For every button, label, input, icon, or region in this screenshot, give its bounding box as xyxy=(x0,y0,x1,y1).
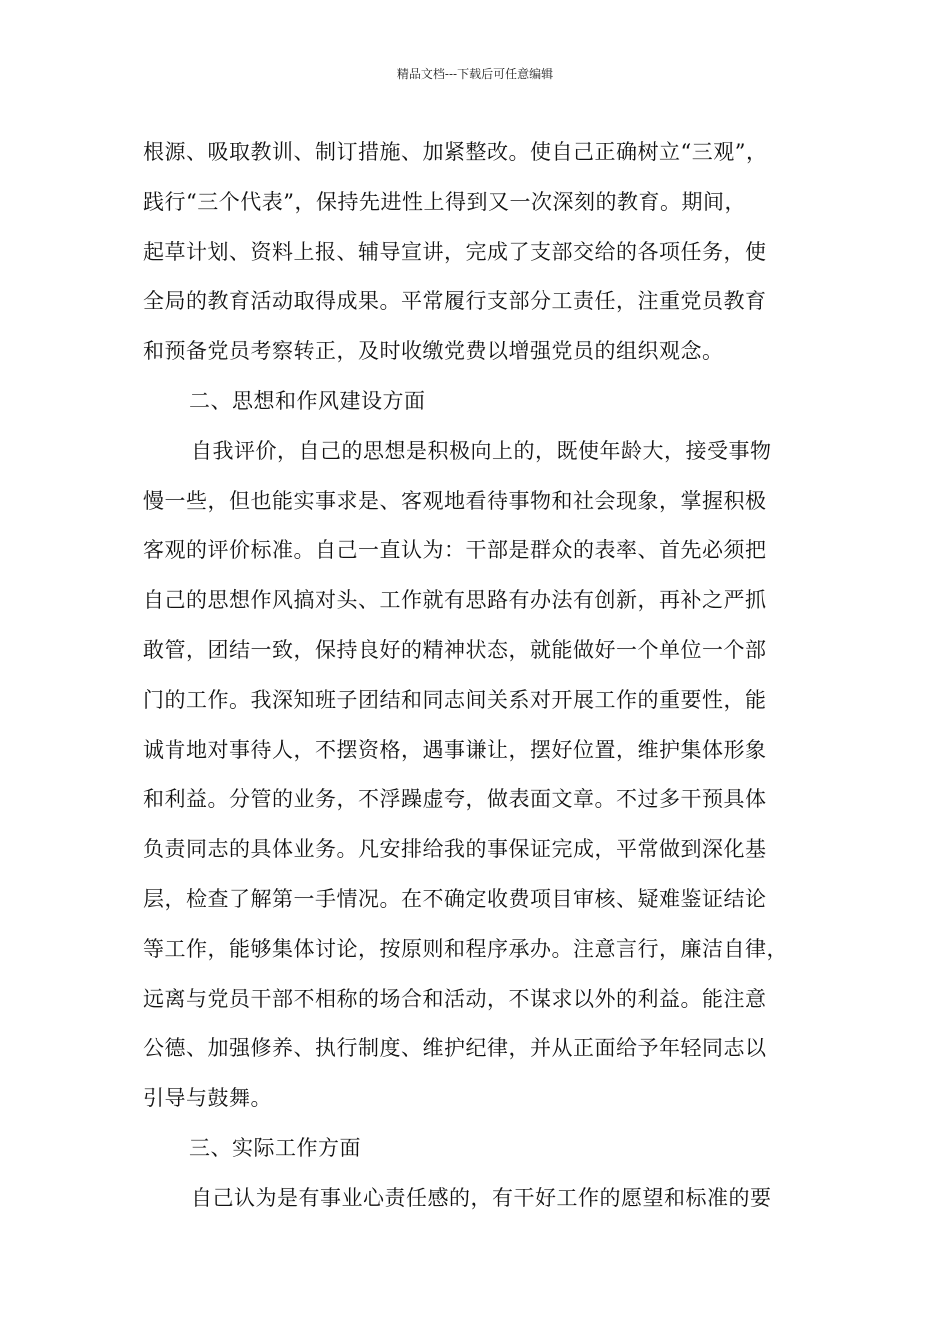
body-line: 等工作，能够集体讨论，按原则和程序承办。注意言行，廉洁自律， xyxy=(143,936,788,961)
body-line: 和预备党员考察转正，及时收缴党费以增强党员的组织观念。 xyxy=(143,339,724,364)
body-line: 层，检查了解第一手情况。在不确定收费项目审核、疑难鉴证结论 xyxy=(143,886,767,911)
body-line: 自己的思想作风搞对头、工作就有思路有办法有创新，再补之严抓 xyxy=(143,588,767,613)
body-line: 门的工作。我深知班子团结和同志间关系对开展工作的重要性，能 xyxy=(143,687,767,712)
body-line: 慢一些，但也能实事求是、客观地看待事物和社会现象，掌握积极 xyxy=(143,488,767,513)
document-body xyxy=(143,128,819,1224)
paragraph-first-line: 自我评价，自己的思想是积极向上的，既使年龄大，接受事物 xyxy=(191,438,772,463)
body-line: 客观的评价标准。自己一直认为：干部是群众的表率、首先必须把 xyxy=(143,538,767,563)
body-line: 负责同志的具体业务。凡安排给我的事保证完成，平常做到深化基 xyxy=(143,837,767,862)
body-line: 远离与党员干部不相称的场合和活动，不谋求以外的利益。能注意 xyxy=(143,986,767,1011)
body-line: 全局的教育活动取得成果。平常履行支部分工责任，注重党员教育 xyxy=(143,289,767,314)
page-header: 精品文档---下载后可任意编辑 xyxy=(396,67,554,81)
section-heading: 三、实际工作方面 xyxy=(189,1135,361,1160)
body-line: 诚肯地对事待人，不摆资格，遇事谦让，摆好位置，维护集体形象 xyxy=(143,737,767,762)
body-line: 践行“三个代表”，保持先进性上得到又一次深刻的教育。期间， xyxy=(143,189,746,214)
body-line: 引导与鼓舞。 xyxy=(143,1086,272,1111)
body-line: 根源、吸取教训、制订措施、加紧整改。使自己正确树立“三观”， xyxy=(143,140,768,164)
body-line: 敢管，团结一致，保持良好的精神状态，就能做好一个单位一个部 xyxy=(143,637,767,662)
paragraph-first-line: 自己认为是有事业心责任感的，有干好工作的愿望和标准的要 xyxy=(191,1185,772,1210)
body-line: 公德、加强修养、执行制度、维护纪律，并从正面给予年轻同志以 xyxy=(143,1036,767,1061)
body-line: 起草计划、资料上报、辅导宣讲，完成了支部交给的各项任务，使 xyxy=(143,239,767,264)
section-heading: 二、思想和作风建设方面 xyxy=(189,388,426,413)
body-line: 和利益。分管的业务，不浮躁虚夸，做表面文章。不过多干预具体 xyxy=(143,787,767,812)
